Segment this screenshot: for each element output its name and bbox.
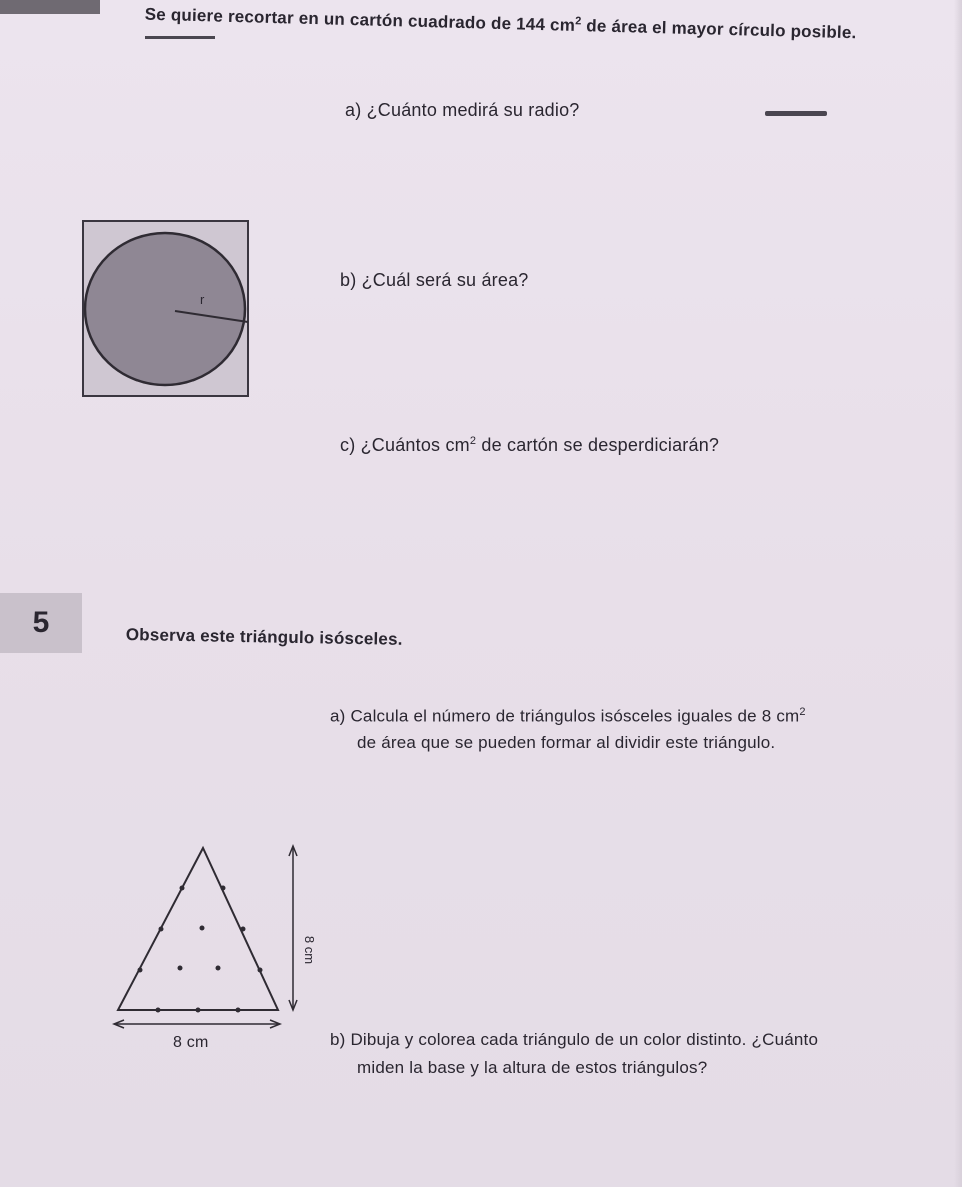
grid-dot	[196, 1008, 201, 1013]
question-c-start: c) ¿Cuántos	[340, 435, 441, 455]
square-circle-figure	[80, 218, 255, 400]
problem5-number-badge: 5	[0, 593, 82, 653]
grid-dot	[180, 886, 185, 891]
grid-dot	[200, 926, 205, 931]
problem5-question-a-line2: de área que se pueden formar al dividir este triángulo.	[357, 733, 776, 752]
problem4-intro	[144, 4, 856, 43]
problem4-question-c	[340, 435, 719, 456]
grid-dot	[241, 927, 246, 932]
isosceles-triangle	[118, 848, 278, 1010]
question-a-unit: cm	[776, 706, 800, 726]
base-label: 8 cm	[173, 1034, 209, 1051]
top-gray-band	[0, 0, 100, 14]
grid-dot	[159, 927, 164, 932]
problem5-title: Observa este triángulo isósceles.	[125, 625, 403, 649]
question-c-unit: cm	[445, 435, 470, 455]
grid-dot	[236, 1008, 241, 1013]
grid-dot	[258, 968, 263, 973]
question-a-start: a) Calcula el número de triángulos isósceles iguales de 8	[330, 706, 772, 726]
intro-unit: cm	[549, 15, 576, 35]
problem5-question-b-line1: b) Dibuja y colorea cada triángulo de un color distinto. ¿Cuánto	[330, 1030, 819, 1049]
problem4-question-a: a) ¿Cuánto medirá su radio?	[345, 100, 580, 120]
grid-dot	[178, 966, 183, 971]
page-edge-shadow	[954, 0, 962, 1187]
intro-text-end: de área el mayor círculo posible.	[586, 16, 857, 43]
grid-dot	[156, 1008, 161, 1013]
grid-dot	[216, 966, 221, 971]
height-label: 8 cm	[302, 935, 317, 965]
pencil-dash-mark	[145, 36, 215, 39]
pencil-underline-mark	[765, 111, 827, 116]
question-a-exponent: 2	[799, 706, 806, 718]
radius-label: r	[200, 292, 205, 307]
problem5-question-b-line2: miden la base y la altura de estos triángulos?	[357, 1058, 708, 1077]
intro-unit-exponent: 2	[575, 15, 582, 28]
question-c-end: de cartón se desperdiciarán?	[481, 435, 720, 455]
intro-text-start: Se quiere recortar en un cartón cuadrado de 144	[144, 4, 546, 35]
problem4-question-b: b) ¿Cuál será su área?	[340, 270, 529, 290]
question-c-exponent: 2	[469, 435, 477, 447]
triangle-figure	[100, 840, 320, 1035]
grid-dot	[221, 886, 226, 891]
inscribed-circle	[85, 233, 245, 385]
problem5-question-a-line1	[330, 706, 806, 727]
grid-dot	[138, 968, 143, 973]
